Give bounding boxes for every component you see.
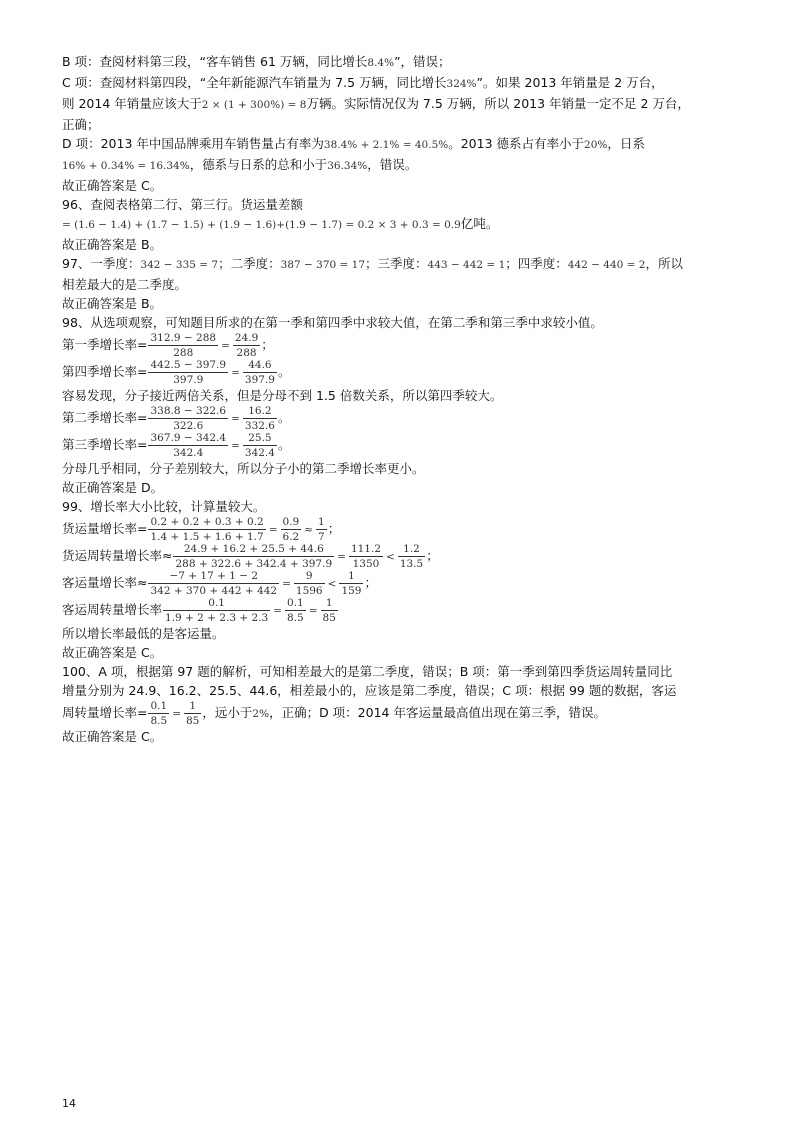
denominator: 1.9 + 2 + 2.3 + 2.3 bbox=[165, 612, 269, 624]
text: ，错误。 bbox=[367, 157, 418, 172]
numerator: 0.1 bbox=[287, 597, 304, 609]
q100-line-3 bbox=[62, 700, 752, 727]
operator: = bbox=[273, 605, 283, 617]
answer-95: 故正确答案是 C。 bbox=[62, 178, 163, 193]
denominator: 8.5 bbox=[150, 715, 168, 727]
text: ，德系与日系的总和小于 bbox=[189, 157, 328, 172]
text: ，远小于 bbox=[202, 705, 253, 720]
q98-line-1: 98、从选项观察，可知题目所求的在第一季和第四季中求较大值，在第二季和第三季中求较小值。 bbox=[62, 315, 603, 330]
text: 周转量增长率= bbox=[62, 705, 148, 720]
fraction bbox=[339, 570, 363, 597]
numerator: 312.9 − 288 bbox=[150, 332, 217, 344]
numerator: 338.8 − 322.6 bbox=[150, 405, 227, 417]
text: 。 bbox=[277, 364, 291, 379]
fraction bbox=[148, 405, 228, 432]
numerator: 442.5 − 397.9 bbox=[150, 359, 227, 371]
math: 324% bbox=[446, 78, 477, 90]
denominator: 7 bbox=[318, 531, 325, 543]
math: 342 − 335 = 7 bbox=[140, 259, 219, 271]
operator: < bbox=[327, 578, 337, 590]
fraction bbox=[349, 543, 383, 570]
math: 16% + 0.34% = 16.34% bbox=[62, 160, 190, 172]
operator: = bbox=[282, 578, 291, 590]
fraction bbox=[233, 332, 260, 359]
text: 。 bbox=[277, 437, 291, 452]
fraction bbox=[316, 516, 327, 543]
numerator: −7 + 17 + 1 − 2 bbox=[148, 570, 279, 584]
operator: = bbox=[231, 413, 240, 425]
operator: = bbox=[231, 367, 240, 379]
operator: ≈ bbox=[304, 524, 314, 536]
numerator: 0.2 + 0.2 + 0.3 + 0.2 bbox=[150, 516, 264, 528]
text: B 项：查阅材料第三段，“客车销售 61 万辆，同比增长 bbox=[62, 54, 368, 69]
fraction bbox=[285, 597, 306, 624]
math: 387 − 370 = 17 bbox=[280, 259, 366, 271]
fraction bbox=[184, 700, 201, 727]
text: ；二季度： bbox=[218, 256, 281, 271]
formula-label: 货运周转量增长率≈ bbox=[62, 548, 173, 563]
text: 则 2014 年销量应该大于 bbox=[62, 96, 202, 111]
text: ；三季度： bbox=[365, 256, 428, 271]
denominator: 13.5 bbox=[399, 558, 424, 570]
formula-label: 客运量增长率≈ bbox=[62, 575, 148, 590]
text: C 项：查阅材料第四段，“全年新能源汽车销量为 7.5 万辆，同比增长 bbox=[62, 75, 447, 90]
denominator: 288 bbox=[236, 347, 257, 359]
fraction bbox=[294, 570, 325, 597]
operator: = bbox=[337, 551, 346, 563]
numerator: 367.9 − 342.4 bbox=[150, 432, 227, 444]
denominator: 342 + 370 + 442 + 442 bbox=[150, 585, 278, 597]
denominator: 1596 bbox=[295, 585, 323, 597]
formula-label: 货运量增长率= bbox=[62, 521, 148, 536]
text: ； bbox=[327, 521, 341, 536]
denominator: 322.6 bbox=[173, 420, 204, 432]
math: 20% bbox=[584, 139, 608, 151]
fraction bbox=[148, 359, 228, 386]
fraction bbox=[398, 543, 425, 570]
q99-passenger-turnover-formula bbox=[62, 597, 752, 624]
text: ”，错误； bbox=[394, 54, 451, 69]
q98-q2-formula bbox=[62, 405, 752, 432]
solution-text bbox=[62, 52, 752, 746]
q98-q1-formula bbox=[62, 332, 752, 359]
math: 2 × (1 + 300%) = 8 bbox=[201, 99, 307, 111]
numerator: 0.9 bbox=[282, 516, 300, 528]
operator: = bbox=[308, 605, 318, 617]
operator: = bbox=[172, 708, 181, 720]
fraction bbox=[321, 597, 338, 624]
q100-line-1: 100、A 项，根据第 97 题的解析，可知相差最大的是第二季度，错误；B 项：第一季到第四季货运周转量同比 bbox=[62, 664, 673, 679]
text: 。 bbox=[277, 410, 291, 425]
math: 36.34% bbox=[327, 160, 368, 172]
option-c-line-2 bbox=[62, 94, 752, 115]
fraction bbox=[148, 516, 265, 543]
math: 443 − 442 = 1 bbox=[427, 259, 506, 271]
numerator: 111.2 bbox=[350, 543, 381, 555]
numerator: 16.2 bbox=[243, 405, 277, 419]
math: = (1.6 − 1.4) + (1.7 − 1.5) + (1.9 − 1.6)+(1.9 − 1.7) = 0.2 × 3 + 0.3 = 0.9 bbox=[62, 219, 461, 231]
numerator: 25.5 bbox=[243, 432, 277, 446]
denominator: 342.4 bbox=[244, 447, 275, 459]
math: 2% bbox=[252, 708, 270, 720]
q98-line-3: 分母几乎相同，分子差别较大，所以分子小的第二季增长率更小。 bbox=[62, 461, 425, 476]
q97-line-1 bbox=[62, 254, 752, 275]
numerator: 44.6 bbox=[243, 359, 277, 373]
fraction bbox=[148, 332, 218, 359]
q98-q3-formula bbox=[62, 432, 752, 459]
formula-label: 第二季增长率= bbox=[62, 410, 148, 425]
denominator: 1.4 + 1.5 + 1.6 + 1.7 bbox=[150, 531, 264, 543]
math: 8.4% bbox=[367, 57, 395, 69]
option-c-line-1 bbox=[62, 73, 752, 94]
q98-q4-formula bbox=[62, 359, 752, 386]
denominator: 1350 bbox=[352, 558, 380, 570]
operator: = bbox=[231, 440, 240, 452]
denominator: 8.5 bbox=[287, 612, 304, 624]
denominator: 85 bbox=[322, 612, 336, 624]
fraction bbox=[173, 543, 334, 570]
text: ”。如果 2013 年销量是 2 万台， bbox=[476, 75, 664, 90]
fraction bbox=[243, 405, 277, 432]
option-d-line-2 bbox=[62, 155, 752, 176]
text: 97、一季度： bbox=[62, 256, 141, 271]
text: ，所以 bbox=[645, 256, 684, 271]
formula-label: 第一季增长率= bbox=[62, 337, 148, 352]
q98-line-2: 容易发现，分子接近两倍关系，但是分母不到 1.5 倍数关系，所以第四季较大。 bbox=[62, 388, 503, 403]
q99-passenger-volume-formula bbox=[62, 570, 752, 597]
numerator: 24.9 bbox=[234, 332, 259, 344]
q96-line-2 bbox=[62, 214, 752, 235]
numerator: 1 bbox=[184, 700, 201, 714]
fraction bbox=[243, 432, 277, 459]
numerator: 1 bbox=[321, 597, 338, 611]
numerator: 0.1 bbox=[150, 700, 168, 712]
text: D 项：2013 年中国品牌乘用车销售量占有率为 bbox=[62, 136, 324, 151]
text: 亿吨。 bbox=[460, 216, 499, 231]
formula-label: 客运周转量增长率 bbox=[62, 602, 163, 617]
denominator: 288 + 322.6 + 342.4 + 397.9 bbox=[175, 558, 333, 570]
denominator: 288 bbox=[173, 347, 194, 359]
math: 38.4% + 2.1% = 40.5% bbox=[323, 139, 449, 151]
text: 万辆。实际情况仅为 7.5 万辆，所以 2013 年销量一定不足 2 万台， bbox=[306, 96, 690, 111]
text: ； bbox=[364, 575, 377, 590]
q99-line-2: 所以增长率最低的是客运量。 bbox=[62, 626, 225, 641]
text: ，正确；D 项：2014 年客运量最高值出现在第三季，错误。 bbox=[269, 705, 606, 720]
denominator: 397.9 bbox=[173, 374, 204, 386]
operator: = bbox=[221, 340, 230, 352]
fraction bbox=[148, 432, 228, 459]
operator: < bbox=[386, 551, 395, 563]
formula-label: 第四季增长率= bbox=[62, 364, 148, 379]
fraction bbox=[148, 570, 279, 597]
numerator: 1 bbox=[339, 570, 363, 584]
answer-98: 故正确答案是 D。 bbox=[62, 480, 164, 495]
denominator: 397.9 bbox=[244, 374, 275, 386]
operator: = bbox=[268, 524, 278, 536]
fraction bbox=[148, 700, 169, 727]
denominator: 332.6 bbox=[244, 420, 275, 432]
q99-line-1: 99、增长率大小比较，计算量较大。 bbox=[62, 499, 266, 514]
denominator: 159 bbox=[341, 585, 362, 597]
page-number: 14 bbox=[62, 1097, 76, 1110]
text: ，日系 bbox=[607, 136, 645, 151]
fraction bbox=[163, 597, 270, 624]
numerator: 1.2 bbox=[398, 543, 425, 557]
answer-96: 故正确答案是 B。 bbox=[62, 237, 163, 252]
answer-97: 故正确答案是 B。 bbox=[62, 296, 163, 311]
option-b-line bbox=[62, 52, 752, 73]
fraction bbox=[243, 359, 277, 386]
q97-line-2: 相差最大的是二季度。 bbox=[62, 277, 188, 292]
answer-99: 故正确答案是 C。 bbox=[62, 645, 163, 660]
q99-freight-turnover-formula bbox=[62, 543, 752, 570]
q96-line-1: 96、查阅表格第二行、第三行。货运量差额 bbox=[62, 197, 303, 212]
q100-line-2: 增量分别为 24.9、16.2、25.5、44.6，相差最小的，应该是第二季度，错误；C 项：根据 99 题的数据，客运 bbox=[62, 683, 677, 698]
numerator: 24.9 + 16.2 + 25.5 + 44.6 bbox=[173, 543, 334, 557]
formula-label: 第三季增长率= bbox=[62, 437, 148, 452]
text: ； bbox=[426, 548, 439, 563]
numerator: 0.1 bbox=[163, 597, 270, 611]
text: ；四季度： bbox=[505, 256, 568, 271]
denominator: 85 bbox=[186, 715, 200, 727]
numerator: 9 bbox=[294, 570, 325, 584]
math: 442 − 440 = 2 bbox=[567, 259, 646, 271]
fraction bbox=[281, 516, 302, 543]
numerator: 1 bbox=[318, 516, 325, 528]
text: 。2013 德系占有率小于 bbox=[448, 136, 585, 151]
option-d-line-1 bbox=[62, 134, 752, 155]
denominator: 6.2 bbox=[282, 531, 300, 543]
text: ； bbox=[261, 337, 274, 352]
option-c-line-3: 正确； bbox=[62, 117, 100, 132]
denominator: 342.4 bbox=[173, 447, 204, 459]
answer-100: 故正确答案是 C。 bbox=[62, 729, 163, 744]
q99-freight-volume-formula bbox=[62, 516, 752, 543]
